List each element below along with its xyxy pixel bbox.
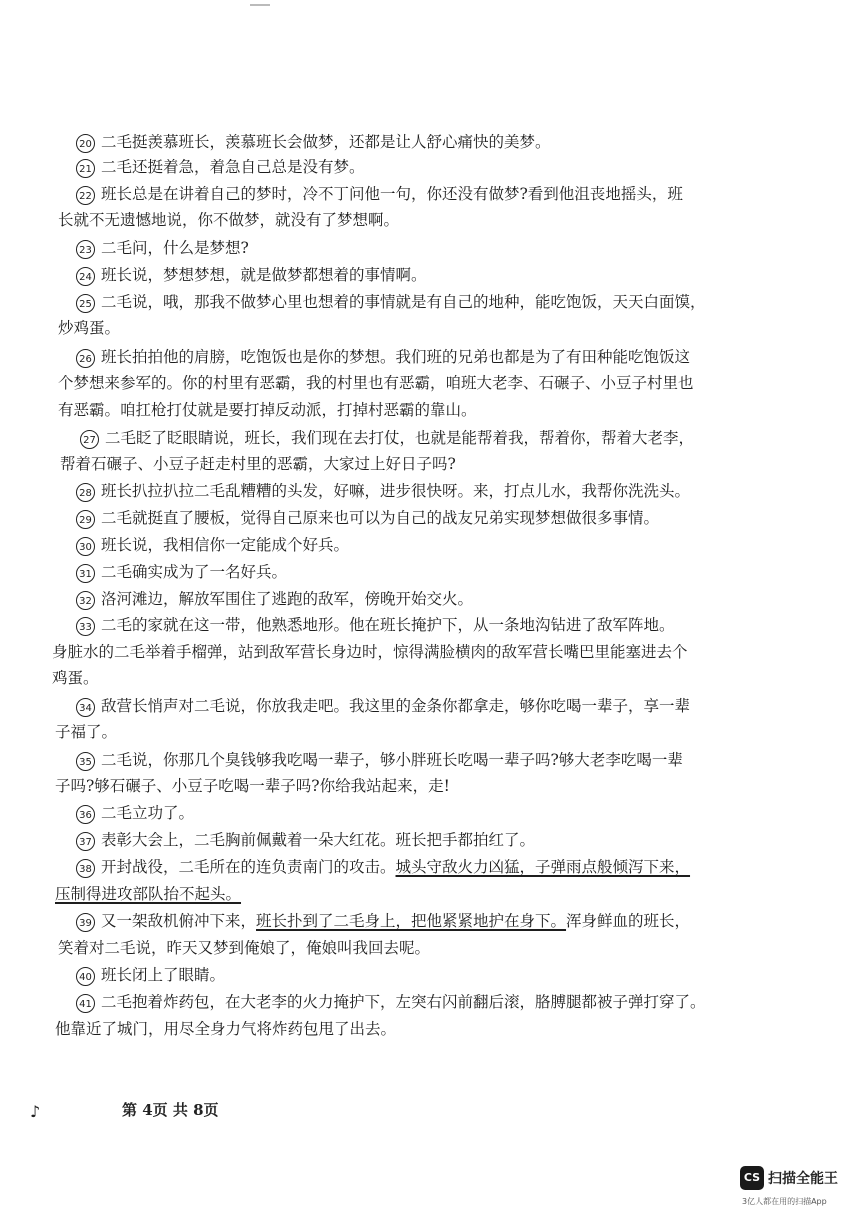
paragraph-21 [76,157,365,177]
paragraph-number: 25 [76,294,95,313]
paragraph-34 [76,696,690,716]
paragraph-text: 班长说，梦想梦想，就是做梦都想着的事情啊。 [101,266,427,284]
paragraph-35 [76,750,683,770]
paragraph-28 [76,481,690,501]
paragraph-number: 30 [76,537,95,556]
paragraph-number: 36 [76,805,95,824]
paragraph-33-cont: 身脏水的二毛举着手榴弹，站到敌军营长身边时，惊得满脸横肉的敌军营长嘴巴里能塞进去个 [52,643,688,661]
paragraph-29 [76,508,659,528]
paragraph-number: 26 [76,349,95,368]
paragraph-20 [76,132,551,152]
paragraph-39 [76,911,690,931]
paragraph-text: 班长扒拉扒拉二毛乱糟糟的头发，好嘛，进步很快呀。来，打点儿水，我帮你洗洗头。 [101,482,691,500]
paragraph-24 [76,265,427,285]
watermark-app-name: 扫描全能王 [768,1171,838,1187]
paragraph-text: 二毛眨了眨眼睛说，班长，我们现在去打仗，也就是能帮着我，帮着你，帮着大老李， [105,429,695,447]
paragraph-text: 二毛的家就在这一带，他熟悉地形。他在班长掩护下，从一条地沟钻进了敌军阵地。 [101,616,675,634]
paragraph-number: 20 [76,134,95,153]
underlined-text: 压制得进攻部队抬不起头。 [55,885,242,903]
camscanner-logo-icon: CS [740,1166,764,1190]
paragraph-31 [76,562,287,582]
paragraph-number: 28 [76,483,95,502]
paragraph-36 [76,803,194,823]
paragraph-text: 二毛说，哦，那我不做梦心里也想着的事情就是有自己的地种，能吃饱饭，天天白面馍， [101,293,706,311]
paragraph-23 [76,238,249,258]
paragraph-number: 27 [80,430,99,449]
paragraph-text: 班长拍拍他的肩膀，吃饱饭也是你的梦想。我们班的兄弟也都是为了有田种能吃饱饭这 [101,348,691,366]
paragraph-38-cont [55,884,241,904]
paragraph-number: 37 [76,832,95,851]
paragraph-39-cont: 笑着对二毛说，昨天又梦到俺娘了，俺娘叫我回去呢。 [58,939,431,957]
paragraph-37 [76,830,535,850]
paragraph-number: 40 [76,967,95,986]
underlined-text: 班长扑到了二毛身上，把他紧紧地护在身下。 [256,912,567,930]
paragraph-41-cont: 他靠近了城门，用尽全身力气将炸药包甩了出去。 [55,1020,397,1038]
paragraph-25 [76,292,706,312]
paragraph-text: 二毛就挺直了腰板，觉得自己原来也可以为自己的战友兄弟实现梦想做很多事情。 [101,509,660,527]
paragraph-text: 班长总是在讲着自己的梦时，冷不丁问他一句，你还没有做梦?看到他沮丧地摇头，班 [101,185,683,203]
paragraph-33 [76,615,675,635]
paragraph-text: 二毛挺羡慕班长，羡慕班长会做梦，还都是让人舒心痛快的美梦。 [101,133,551,151]
paragraph-26-cont: 个梦想来参军的。你的村里有恶霸，我的村里也有恶霸，咱班大老李、石碾子、小豆子村里也 [58,374,694,392]
paragraph-text: 班长闭上了眼睛。 [101,966,226,984]
paragraph-text: 二毛抱着炸药包，在大老李的火力掩护下，左突右闪前翻后滚，胳膊腿都被子弹打穿了。 [101,993,706,1011]
paragraph-number: 41 [76,994,95,1013]
paragraph-text: 浑身鲜血的班长， [566,912,691,930]
paragraph-number: 31 [76,564,95,583]
paragraph-text: 表彰大会上，二毛胸前佩戴着一朵大红花。班长把手都拍红了。 [101,831,536,849]
paragraph-27 [80,428,694,448]
paragraph-38 [76,857,690,877]
paragraph-22-cont: 长就不无遗憾地说，你不做梦，就没有了梦想啊。 [58,211,400,229]
paragraph-text: 开封战役，二毛所在的连负责南门的攻击。 [101,858,396,876]
paragraph-number: 38 [76,859,95,878]
paragraph-number: 33 [76,617,95,636]
paragraph-text: 又一架敌机俯冲下来， [101,912,257,930]
paragraph-number: 34 [76,698,95,717]
paragraph-number: 24 [76,267,95,286]
paragraph-34-cont: 子福了。 [55,723,118,741]
scanner-watermark [740,1166,850,1206]
paragraph-22 [76,184,683,204]
page-number: 第 4页 共 8页 [122,1101,219,1119]
paragraph-30 [76,535,349,555]
paragraph-number: 29 [76,510,95,529]
paragraph-text: 敌营长悄声对二毛说，你放我走吧。我这里的金条你都拿走，够你吃喝一辈子，享一辈 [101,697,691,715]
paragraph-text: 二毛还挺着急，着急自己总是没有梦。 [101,158,365,176]
paragraph-41 [76,992,706,1012]
scan-mark [250,4,270,6]
paragraph-40 [76,965,225,985]
paragraph-27-cont: 帮着石碾子、小豆子赶走村里的恶霸，大家过上好日子吗? [60,455,456,473]
paragraph-text: 班长说，我相信你一定能成个好兵。 [101,536,350,554]
paragraph-text: 洛河滩边，解放军围住了逃跑的敌军，傍晚开始交火。 [101,590,474,608]
paragraph-text: 二毛说，你那几个臭钱够我吃喝一辈子，够小胖班长吃喝一辈子吗?够大老李吃喝一辈 [101,751,683,769]
paragraph-35-cont: 子吗?够石碾子、小豆子吃喝一辈子吗?你给我站起来，走! [55,777,450,795]
paragraph-number: 23 [76,240,95,259]
paragraph-number: 39 [76,913,95,932]
paragraph-number: 22 [76,186,95,205]
footer-mark: ♪ [30,1102,41,1121]
paragraph-text: 二毛立功了。 [101,804,195,822]
paragraph-text: 二毛问，什么是梦想? [101,239,249,257]
paragraph-25-cont: 炒鸡蛋。 [58,319,121,337]
paragraph-number: 32 [76,591,95,610]
underlined-text: 城头守敌火力凶猛，子弹雨点般倾泻下来， [395,858,691,876]
paragraph-number: 35 [76,752,95,771]
paragraph-text: 二毛确实成为了一名好兵。 [101,563,288,581]
paragraph-26 [76,347,690,367]
paragraph-26-cont: 有恶霸。咱扛枪打仗就是要打掉反动派，打掉村恶霸的靠山。 [58,401,477,419]
paragraph-32 [76,589,473,609]
watermark-tagline: 3亿人都在用的扫描App [742,1197,827,1206]
paragraph-33-cont: 鸡蛋。 [52,669,99,687]
paragraph-number: 21 [76,159,95,178]
